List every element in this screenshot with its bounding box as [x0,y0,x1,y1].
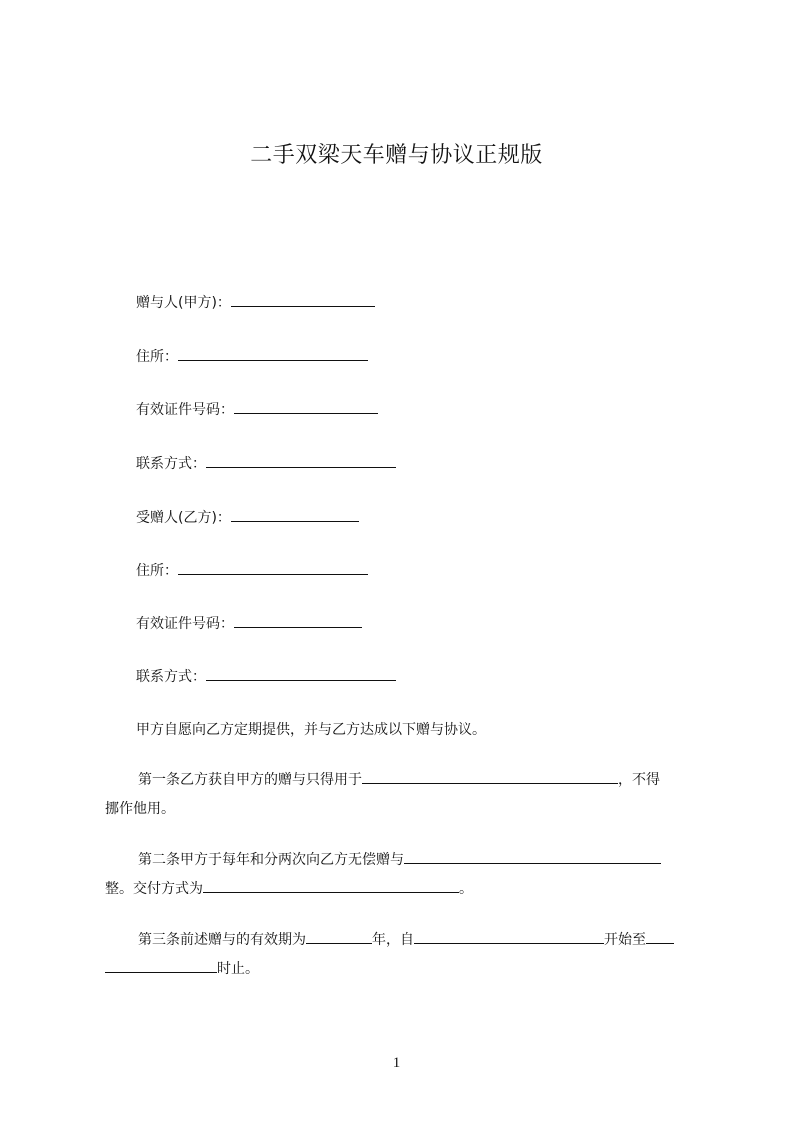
donor-address-blank[interactable] [178,346,368,361]
donee-id-field [136,613,362,633]
article-3-end-blank-b[interactable] [105,958,217,973]
intro-text: 甲方自愿向乙方定期提供，并与乙方达成以下赠与协议。 [136,722,486,738]
donee-address-label: 住所： [136,563,178,579]
donor-id-blank[interactable] [234,399,378,414]
article-2-text-c: 。 [459,881,473,897]
article-2-text-b: 整。交付方式为 [105,881,203,897]
page-number: 1 [392,1055,401,1071]
donee-name-label: 受赠人(乙方)： [136,510,231,526]
article-1-text-c: 挪作他用。 [105,801,175,817]
donee-contact-field [136,666,396,686]
donor-id-field [136,399,378,419]
donee-name-field [136,507,359,527]
donor-id-label: 有效证件号码： [136,402,234,418]
donee-id-blank[interactable] [234,613,362,628]
article-3-text-c: 开始至 [604,932,646,948]
article-1-text-a: 第一条乙方获自甲方的赠与只得用于 [138,772,362,788]
donor-address-field [136,346,368,366]
article-1 [105,766,701,824]
article-2-amount-blank[interactable] [404,849,661,864]
article-3-text-d: 时止。 [217,961,259,977]
donor-contact-field [136,453,396,473]
donor-contact-label: 联系方式： [136,456,206,472]
article-3-text-b: 年，自 [372,932,414,948]
donor-name-field [136,292,375,312]
article-1-text-b: ，不得 [618,772,660,788]
donee-id-label: 有效证件号码： [136,616,234,632]
article-3-end-blank-a[interactable] [646,929,674,944]
donor-name-blank[interactable] [231,292,375,307]
donee-address-blank[interactable] [178,560,368,575]
donee-name-blank[interactable] [231,507,359,522]
article-2 [105,846,701,904]
article-1-purpose-blank[interactable] [362,769,618,784]
donee-contact-label: 联系方式： [136,669,206,685]
article-3-years-blank[interactable] [306,929,372,944]
donor-address-label: 住所： [136,349,178,365]
document-title: 二手双梁天车赠与协议正规版 [250,143,543,168]
article-2-text-a: 第二条甲方于每年和分两次向乙方无偿赠与 [138,852,404,868]
intro-paragraph [136,719,486,739]
article-3 [105,926,701,984]
donee-contact-blank[interactable] [206,666,396,681]
article-3-start-blank[interactable] [414,929,604,944]
article-3-text-a: 第三条前述赠与的有效期为 [138,932,306,948]
donee-address-field [136,560,368,580]
donor-contact-blank[interactable] [206,453,396,468]
article-2-delivery-blank[interactable] [203,878,459,893]
donor-name-label: 赠与人(甲方)： [136,295,231,311]
